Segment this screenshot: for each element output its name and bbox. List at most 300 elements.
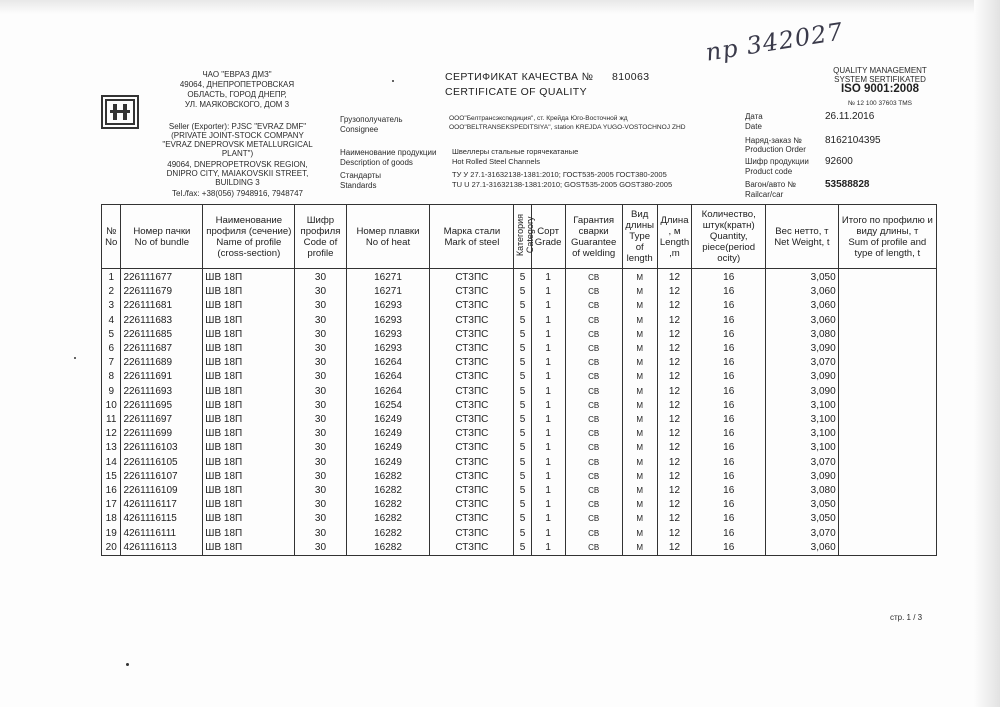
category-cell: 5 xyxy=(514,314,531,328)
net-weight-cell: 3,090 xyxy=(766,342,839,356)
steel-mark-cell: СТ3ПС xyxy=(430,512,514,526)
net-weight-cell: 3,090 xyxy=(766,385,839,399)
grade-cell: 1 xyxy=(531,299,565,313)
order-label-en: Production Order xyxy=(745,145,806,154)
net-weight-cell: 3,080 xyxy=(766,328,839,342)
steel-mark-cell: СТ3ПС xyxy=(430,370,514,384)
profile-code-cell: 30 xyxy=(295,385,346,399)
length-type-cell: М xyxy=(622,385,657,399)
net-weight-cell: 3,050 xyxy=(766,498,839,512)
table-row xyxy=(102,299,937,313)
col-header-weight: Вес нетто, т Net Weight, t xyxy=(766,205,839,269)
row-number-cell: 19 xyxy=(102,527,121,541)
certificate-title-en: CERTIFICATE OF QUALITY xyxy=(445,86,588,98)
steel-mark-cell: СТ3ПС xyxy=(430,285,514,299)
issuer-en-line-5: 49064, DNEPROPETROVSK REGION, xyxy=(167,160,308,169)
grade-cell: 1 xyxy=(531,356,565,370)
length-type-cell: М xyxy=(622,269,657,286)
row-number-cell: 13 xyxy=(102,441,121,455)
length-type-cell: М xyxy=(622,427,657,441)
issuer-en-line-7: BUILDING 3 xyxy=(215,178,260,187)
row-number-cell: 3 xyxy=(102,299,121,313)
length-cell: 12 xyxy=(657,541,692,556)
goods-value-ru: Швеллеры стальные горячекатаные xyxy=(452,147,579,156)
net-weight-cell: 3,070 xyxy=(766,356,839,370)
length-type-cell: М xyxy=(622,484,657,498)
bundle-number-cell: 4261116115 xyxy=(121,512,203,526)
net-weight-cell: 3,100 xyxy=(766,413,839,427)
quantity-cell: 16 xyxy=(692,299,766,313)
consignee-label-ru: Грузополучатель xyxy=(340,115,403,124)
grade-cell: 1 xyxy=(531,456,565,470)
steel-mark-cell: СТ3ПС xyxy=(430,470,514,484)
steel-mark-cell: СТ3ПС xyxy=(430,299,514,313)
profile-name-cell: ШВ 18П xyxy=(203,299,295,313)
col-header-length: Длина , м Length ,m xyxy=(657,205,692,269)
goods-label-ru: Наименование продукции xyxy=(340,148,437,157)
table-row xyxy=(102,498,937,512)
steel-mark-cell: СТ3ПС xyxy=(430,328,514,342)
category-cell: 5 xyxy=(514,370,531,384)
product-code-label-ru: Шифр продукции xyxy=(745,157,809,166)
length-cell: 12 xyxy=(657,498,692,512)
sum-cell xyxy=(838,269,936,286)
length-cell: 12 xyxy=(657,328,692,342)
profile-name-cell: ШВ 18П xyxy=(203,269,295,286)
profile-code-cell: 30 xyxy=(295,413,346,427)
quantity-cell: 16 xyxy=(692,527,766,541)
table-row xyxy=(102,470,937,484)
grade-cell: 1 xyxy=(531,342,565,356)
table-row xyxy=(102,385,937,399)
row-number-cell: 6 xyxy=(102,342,121,356)
heat-number-cell: 16293 xyxy=(346,328,430,342)
row-number-cell: 18 xyxy=(102,512,121,526)
table-row xyxy=(102,342,937,356)
product-code-label-en: Product code xyxy=(745,167,793,176)
heat-number-cell: 16293 xyxy=(346,299,430,313)
heat-number-cell: 16282 xyxy=(346,498,430,512)
steel-mark-cell: СТ3ПС xyxy=(430,399,514,413)
iso-registration: № 12 100 37603 TMS xyxy=(848,100,912,107)
profile-code-cell: 30 xyxy=(295,527,346,541)
row-number-cell: 5 xyxy=(102,328,121,342)
length-type-cell: М xyxy=(622,456,657,470)
col-header-heat: Номер плавки No of heat xyxy=(346,205,430,269)
welding-cell: СВ xyxy=(565,370,622,384)
length-type-cell: М xyxy=(622,314,657,328)
welding-cell: СВ xyxy=(565,299,622,313)
steel-mark-cell: СТ3ПС xyxy=(430,314,514,328)
quantity-cell: 16 xyxy=(692,314,766,328)
category-cell: 5 xyxy=(514,413,531,427)
bundle-number-cell: 226111689 xyxy=(121,356,203,370)
welding-cell: СВ xyxy=(565,441,622,455)
table-body xyxy=(102,269,937,556)
sum-cell xyxy=(838,385,936,399)
grade-cell: 1 xyxy=(531,385,565,399)
row-number-cell: 14 xyxy=(102,456,121,470)
row-number-cell: 11 xyxy=(102,413,121,427)
grade-cell: 1 xyxy=(531,399,565,413)
quantity-cell: 16 xyxy=(692,356,766,370)
bundle-number-cell: 226111695 xyxy=(121,399,203,413)
heat-number-cell: 16254 xyxy=(346,399,430,413)
profile-name-cell: ШВ 18П xyxy=(203,342,295,356)
col-header-bundle: Номер пачки No of bundle xyxy=(121,205,203,269)
issuer-ru-line-3: ОБЛАСТЬ, ГОРОД ДНЕПР, xyxy=(187,90,287,99)
row-number-cell: 16 xyxy=(102,484,121,498)
issuer-ru-line-1: ЧАО "ЕВРАЗ ДМЗ" xyxy=(202,70,272,79)
profile-name-cell: ШВ 18П xyxy=(203,328,295,342)
length-cell: 12 xyxy=(657,269,692,286)
steel-mark-cell: СТ3ПС xyxy=(430,456,514,470)
welding-cell: СВ xyxy=(565,470,622,484)
sum-cell xyxy=(838,527,936,541)
steel-mark-cell: СТ3ПС xyxy=(430,441,514,455)
profile-code-cell: 30 xyxy=(295,470,346,484)
standards-label-en: Standards xyxy=(340,181,377,190)
category-cell: 5 xyxy=(514,342,531,356)
consignee-value-en: OOO"BELTRANSEKSPEDITSIYA", station KREJDA YUGO-VOSTOCHNOJ ZHD xyxy=(449,124,686,131)
heat-number-cell: 16271 xyxy=(346,269,430,286)
category-cell: 5 xyxy=(514,470,531,484)
quantity-cell: 16 xyxy=(692,441,766,455)
profile-code-cell: 30 xyxy=(295,356,346,370)
quantity-cell: 16 xyxy=(692,512,766,526)
category-cell: 5 xyxy=(514,285,531,299)
order-label-ru: Наряд-заказ № xyxy=(745,136,802,145)
profile-code-cell: 30 xyxy=(295,427,346,441)
sum-cell xyxy=(838,541,936,556)
row-number-cell: 7 xyxy=(102,356,121,370)
length-cell: 12 xyxy=(657,314,692,328)
sum-cell xyxy=(838,470,936,484)
net-weight-cell: 3,050 xyxy=(766,269,839,286)
sum-cell xyxy=(838,370,936,384)
bundle-number-cell: 2261116103 xyxy=(121,441,203,455)
welding-cell: СВ xyxy=(565,512,622,526)
sum-cell xyxy=(838,285,936,299)
profile-code-cell: 30 xyxy=(295,541,346,556)
profile-code-cell: 30 xyxy=(295,441,346,455)
grade-cell: 1 xyxy=(531,541,565,556)
net-weight-cell: 3,070 xyxy=(766,456,839,470)
certificate-table xyxy=(101,204,937,556)
col-header-profile: Наименование профиля (сечение) Name of profile (cross-section) xyxy=(203,205,295,269)
length-type-cell: М xyxy=(622,399,657,413)
table-row xyxy=(102,413,937,427)
length-cell: 12 xyxy=(657,370,692,384)
category-cell: 5 xyxy=(514,356,531,370)
welding-cell: СВ xyxy=(565,541,622,556)
profile-code-cell: 30 xyxy=(295,484,346,498)
net-weight-cell: 3,050 xyxy=(766,512,839,526)
consignee-label-en: Consignee xyxy=(340,125,379,134)
quantity-cell: 16 xyxy=(692,370,766,384)
table-row xyxy=(102,370,937,384)
page-number: стр. 1 / 3 xyxy=(890,613,923,622)
sum-cell xyxy=(838,314,936,328)
row-number-cell: 20 xyxy=(102,541,121,556)
net-weight-cell: 3,100 xyxy=(766,441,839,455)
steel-mark-cell: СТ3ПС xyxy=(430,385,514,399)
profile-name-cell: ШВ 18П xyxy=(203,356,295,370)
profile-name-cell: ШВ 18П xyxy=(203,498,295,512)
length-type-cell: М xyxy=(622,527,657,541)
quantity-cell: 16 xyxy=(692,269,766,286)
quantity-cell: 16 xyxy=(692,285,766,299)
category-cell: 5 xyxy=(514,328,531,342)
date-label-en: Date xyxy=(745,122,762,131)
col-header-length-type: Вид длины Type of length xyxy=(622,205,657,269)
goods-value-en: Hot Rolled Steel Channels xyxy=(452,157,540,166)
quantity-cell: 16 xyxy=(692,328,766,342)
profile-code-cell: 30 xyxy=(295,269,346,286)
scan-edge-top xyxy=(0,0,1000,14)
length-type-cell: М xyxy=(622,441,657,455)
col-header-grade: Сорт Grade xyxy=(531,205,565,269)
category-cell: 5 xyxy=(514,456,531,470)
table-row xyxy=(102,427,937,441)
quantity-cell: 16 xyxy=(692,385,766,399)
sum-cell xyxy=(838,456,936,470)
issuer-en-line-2: (PRIVATE JOINT-STOCK COMPANY xyxy=(171,131,304,140)
col-header-quantity: Количество, штук(кратн) Quantity, piece(period ocity) xyxy=(692,205,766,269)
length-cell: 12 xyxy=(657,484,692,498)
issuer-en-line-4: PLANT") xyxy=(221,149,254,158)
welding-cell: СВ xyxy=(565,498,622,512)
grade-cell: 1 xyxy=(531,470,565,484)
row-number-cell: 9 xyxy=(102,385,121,399)
welding-cell: СВ xyxy=(565,399,622,413)
welding-cell: СВ xyxy=(565,413,622,427)
date-label-ru: Дата xyxy=(745,112,763,121)
col-header-welding: Гарантия сварки Guarantee of welding xyxy=(565,205,622,269)
bundle-number-cell: 226111677 xyxy=(121,269,203,286)
category-cell: 5 xyxy=(514,399,531,413)
heat-number-cell: 16249 xyxy=(346,427,430,441)
bundle-number-cell: 4261116117 xyxy=(121,498,203,512)
welding-cell: СВ xyxy=(565,527,622,541)
date-value: 26.11.2016 xyxy=(825,111,875,122)
grade-cell: 1 xyxy=(531,285,565,299)
steel-mark-cell: СТ3ПС xyxy=(430,356,514,370)
sum-cell xyxy=(838,498,936,512)
length-cell: 12 xyxy=(657,456,692,470)
company-logo-icon xyxy=(101,95,139,129)
grade-cell: 1 xyxy=(531,512,565,526)
bundle-number-cell: 2261116107 xyxy=(121,470,203,484)
net-weight-cell: 3,100 xyxy=(766,427,839,441)
profile-code-cell: 30 xyxy=(295,498,346,512)
quantity-cell: 16 xyxy=(692,342,766,356)
length-type-cell: М xyxy=(622,342,657,356)
length-cell: 12 xyxy=(657,356,692,370)
length-type-cell: М xyxy=(622,356,657,370)
steel-mark-cell: СТ3ПС xyxy=(430,498,514,512)
sum-cell xyxy=(838,427,936,441)
table-row xyxy=(102,399,937,413)
steel-mark-cell: СТ3ПС xyxy=(430,527,514,541)
profile-name-cell: ШВ 18П xyxy=(203,314,295,328)
net-weight-cell: 3,070 xyxy=(766,527,839,541)
length-type-cell: М xyxy=(622,470,657,484)
row-number-cell: 1 xyxy=(102,269,121,286)
bundle-number-cell: 226111687 xyxy=(121,342,203,356)
sum-cell xyxy=(838,342,936,356)
welding-cell: СВ xyxy=(565,285,622,299)
sum-cell xyxy=(838,512,936,526)
length-cell: 12 xyxy=(657,470,692,484)
net-weight-cell: 3,060 xyxy=(766,299,839,313)
net-weight-cell: 3,090 xyxy=(766,470,839,484)
bundle-number-cell: 226111683 xyxy=(121,314,203,328)
quantity-cell: 16 xyxy=(692,456,766,470)
table-row xyxy=(102,285,937,299)
category-cell: 5 xyxy=(514,269,531,286)
length-cell: 12 xyxy=(657,527,692,541)
bundle-number-cell: 4261116111 xyxy=(121,527,203,541)
sum-cell xyxy=(838,299,936,313)
goods-label-en: Description of goods xyxy=(340,158,413,167)
profile-name-cell: ШВ 18П xyxy=(203,470,295,484)
sum-cell xyxy=(838,413,936,427)
order-value: 8162104395 xyxy=(825,135,881,146)
length-type-cell: М xyxy=(622,541,657,556)
sum-cell xyxy=(838,399,936,413)
welding-cell: СВ xyxy=(565,328,622,342)
heat-number-cell: 16282 xyxy=(346,527,430,541)
grade-cell: 1 xyxy=(531,527,565,541)
table-row xyxy=(102,527,937,541)
welding-cell: СВ xyxy=(565,456,622,470)
row-number-cell: 15 xyxy=(102,470,121,484)
heat-number-cell: 16282 xyxy=(346,541,430,556)
scan-speck xyxy=(74,357,76,359)
profile-code-cell: 30 xyxy=(295,314,346,328)
heat-number-cell: 16264 xyxy=(346,385,430,399)
col-header-no: № No xyxy=(102,205,121,269)
scan-speck xyxy=(126,663,129,666)
sum-cell xyxy=(838,441,936,455)
certificate-title-ru: СЕРТИФИКАТ КАЧЕСТВА № xyxy=(445,71,594,83)
table-row xyxy=(102,269,937,286)
quantity-cell: 16 xyxy=(692,484,766,498)
length-cell: 12 xyxy=(657,385,692,399)
standards-value-ru: ТУ У 27.1-31632138-1381:2010; ГОСТ535-2005 ГОСТ380-2005 xyxy=(452,170,667,179)
length-cell: 12 xyxy=(657,285,692,299)
grade-cell: 1 xyxy=(531,413,565,427)
net-weight-cell: 3,090 xyxy=(766,370,839,384)
profile-name-cell: ШВ 18П xyxy=(203,413,295,427)
category-cell: 5 xyxy=(514,484,531,498)
row-number-cell: 10 xyxy=(102,399,121,413)
category-cell: 5 xyxy=(514,441,531,455)
profile-code-cell: 30 xyxy=(295,512,346,526)
profile-name-cell: ШВ 18П xyxy=(203,527,295,541)
profile-name-cell: ШВ 18П xyxy=(203,441,295,455)
length-cell: 12 xyxy=(657,441,692,455)
row-number-cell: 2 xyxy=(102,285,121,299)
category-cell: 5 xyxy=(514,427,531,441)
issuer-ru-line-4: УЛ. МАЯКОВСКОГО, ДОМ 3 xyxy=(184,100,290,109)
length-type-cell: М xyxy=(622,498,657,512)
net-weight-cell: 3,080 xyxy=(766,484,839,498)
profile-code-cell: 30 xyxy=(295,342,346,356)
quality-line-2: SYSTEM SERTIFIKATED xyxy=(834,75,926,84)
heat-number-cell: 16264 xyxy=(346,370,430,384)
profile-code-cell: 30 xyxy=(295,285,346,299)
table-row xyxy=(102,484,937,498)
steel-mark-cell: СТ3ПС xyxy=(430,484,514,498)
grade-cell: 1 xyxy=(531,314,565,328)
welding-cell: СВ xyxy=(565,314,622,328)
profile-name-cell: ШВ 18П xyxy=(203,427,295,441)
scan-edge-right xyxy=(974,0,1000,707)
table-row xyxy=(102,314,937,328)
table-row xyxy=(102,328,937,342)
heat-number-cell: 16282 xyxy=(346,470,430,484)
handwritten-note: пр 342027 xyxy=(703,17,846,67)
length-type-cell: М xyxy=(622,413,657,427)
col-header-category: Категория Category xyxy=(514,205,531,269)
welding-cell: СВ xyxy=(565,385,622,399)
heat-number-cell: 16293 xyxy=(346,314,430,328)
length-cell: 12 xyxy=(657,512,692,526)
steel-mark-cell: СТ3ПС xyxy=(430,427,514,441)
profile-code-cell: 30 xyxy=(295,299,346,313)
steel-mark-cell: СТ3ПС xyxy=(430,342,514,356)
certificate-number: 810063 xyxy=(612,71,650,83)
row-number-cell: 4 xyxy=(102,314,121,328)
sum-cell xyxy=(838,356,936,370)
bundle-number-cell: 226111679 xyxy=(121,285,203,299)
table-row xyxy=(102,541,937,556)
sum-cell xyxy=(838,484,936,498)
issuer-en-line-1: Seller (Exporter): PJSC "EVRAZ DMF" xyxy=(168,122,307,131)
category-cell: 5 xyxy=(514,299,531,313)
net-weight-cell: 3,060 xyxy=(766,541,839,556)
welding-cell: СВ xyxy=(565,427,622,441)
bundle-number-cell: 226111691 xyxy=(121,370,203,384)
length-type-cell: М xyxy=(622,512,657,526)
issuer-en-line-6: DNIPRO CITY, MAIAKOVSKII STREET, xyxy=(166,169,309,178)
heat-number-cell: 16282 xyxy=(346,512,430,526)
profile-name-cell: ШВ 18П xyxy=(203,399,295,413)
profile-name-cell: ШВ 18П xyxy=(203,385,295,399)
issuer-en-line-8: Tel./fax: +38(056) 7948916, 7948747 xyxy=(172,189,303,198)
grade-cell: 1 xyxy=(531,441,565,455)
quantity-cell: 16 xyxy=(692,498,766,512)
length-cell: 12 xyxy=(657,299,692,313)
heat-number-cell: 16293 xyxy=(346,342,430,356)
table-row xyxy=(102,456,937,470)
profile-code-cell: 30 xyxy=(295,328,346,342)
profile-code-cell: 30 xyxy=(295,456,346,470)
iso-label: ISO 9001:2008 xyxy=(840,83,919,95)
grade-cell: 1 xyxy=(531,427,565,441)
net-weight-cell: 3,100 xyxy=(766,399,839,413)
profile-name-cell: ШВ 18П xyxy=(203,541,295,556)
quantity-cell: 16 xyxy=(692,399,766,413)
grade-cell: 1 xyxy=(531,269,565,286)
bundle-number-cell: 4261116113 xyxy=(121,541,203,556)
table-header-row xyxy=(102,205,937,269)
length-cell: 12 xyxy=(657,427,692,441)
profile-name-cell: ШВ 18П xyxy=(203,484,295,498)
length-type-cell: М xyxy=(622,299,657,313)
